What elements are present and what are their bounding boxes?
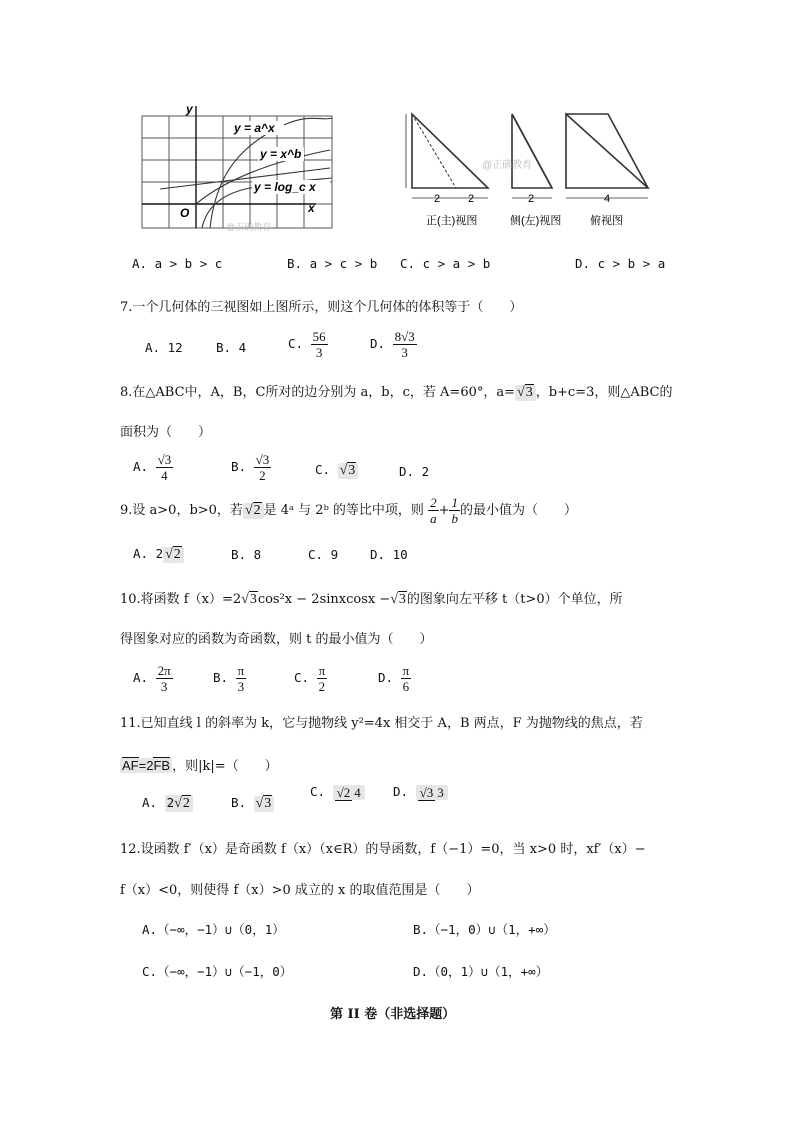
q9-post: 的最小值为（ ） <box>459 503 577 518</box>
q9-frac-2 <box>449 495 460 526</box>
q8-b-den: 2 <box>259 468 266 483</box>
q11-c-fraction <box>333 785 365 800</box>
q10-sqrt-1: √3 <box>241 592 257 607</box>
q10-option-d[interactable] <box>378 663 411 694</box>
q7-text: 7.一个几何体的三视图如上图所示，则这个几何体的体积等于（ ） <box>120 300 523 315</box>
q10-c-den: 2 <box>318 679 326 694</box>
q10-option-c[interactable] <box>294 663 327 694</box>
q11-a-coef: 2 <box>166 795 175 810</box>
q8-option-b[interactable] <box>231 452 271 483</box>
q7-option-c[interactable] <box>288 329 328 360</box>
label-top-view: 俯视图 <box>590 215 623 227</box>
q10-option-b[interactable] <box>213 663 246 694</box>
q10-line1-b: cos²x − 2sinxcosx − <box>257 592 391 607</box>
q11-c-den: 4 <box>354 785 361 800</box>
q11-b-rad: 3 <box>264 796 272 811</box>
q11-b-label: B. <box>231 795 247 810</box>
q7-option-d[interactable] <box>370 329 417 360</box>
q11-eq: =2 <box>138 758 154 773</box>
dim-top: 4 <box>604 193 611 205</box>
q8-rad: 3 <box>525 385 533 400</box>
q7-c-den: 3 <box>315 345 323 360</box>
q7-c-num: 56 <box>312 329 326 344</box>
q10-line2: 得图象对应的函数为奇函数，则 t 的最小值为（ ） <box>120 632 433 647</box>
q11-option-b[interactable] <box>231 795 274 812</box>
q11-line2 <box>120 755 278 774</box>
q9-option-b[interactable]: B. 8 <box>231 547 262 562</box>
q10-line1 <box>120 588 623 608</box>
q9-f1-den: a <box>430 511 437 526</box>
q11-a-sqrt: √2 <box>174 796 190 811</box>
watermark-right: @正确教育 <box>482 160 533 171</box>
q9-rad: 2 <box>253 503 261 518</box>
q8-a-label: A. <box>133 459 149 474</box>
section-title: 第 II 卷（非选择题） <box>330 1007 456 1022</box>
label-side-view: 侧(左)视图 <box>510 215 562 227</box>
q11-vector-equation <box>120 758 172 773</box>
q11-option-d[interactable] <box>393 784 448 800</box>
q8-a-fraction <box>156 452 174 483</box>
q7-d-num: 8√3 <box>394 329 415 344</box>
q11-option-c[interactable] <box>310 784 365 800</box>
dim-front-left: 2 <box>434 193 441 205</box>
curve-label-exp: y = a^x <box>234 121 275 135</box>
q9-pre: 9.设 a>0，b>0，若 <box>120 503 243 518</box>
curve-label-power: y = x^b <box>260 147 302 161</box>
q10-line1-a: 10.将函数 f（x）=2 <box>120 592 242 607</box>
q9-frac-1 <box>428 495 439 526</box>
q11-d-num: √3 <box>419 785 434 800</box>
origin-label: O <box>180 206 190 220</box>
q10-d-fraction <box>401 663 412 694</box>
q10-a-label: A. <box>133 670 149 685</box>
axis-x-label: x <box>308 201 315 215</box>
q11-c-num: √2 <box>336 785 351 800</box>
dim-side: 2 <box>528 193 535 205</box>
q11-d-label: D. <box>393 784 409 799</box>
q11-vec-af: AF <box>122 758 139 773</box>
q9-f2-den: b <box>451 511 458 526</box>
q10-d-num: π <box>402 663 410 678</box>
q8-line1-post: ，b+c=3，则△ABC的 <box>535 385 673 400</box>
q8-sqrt-a: √3 <box>515 385 536 401</box>
q10-rad-1: 3 <box>249 592 257 607</box>
q8-b-fraction <box>254 452 272 483</box>
q10-option-a[interactable] <box>133 663 173 694</box>
q11-a-label: A. <box>142 795 158 810</box>
q9-plus: + <box>438 503 450 518</box>
q9-a-label: A. 2 <box>133 546 164 561</box>
q9-text <box>120 495 577 526</box>
q8-a-num: √3 <box>157 452 172 467</box>
q10-c-fraction <box>317 663 328 694</box>
q9-option-a[interactable] <box>133 546 184 563</box>
q12-option-c[interactable]: C.（−∞，−1）∪（−1，0） <box>142 964 293 979</box>
q10-c-label: C. <box>294 670 310 685</box>
q11-vec-fb: FB <box>153 758 171 773</box>
q11-d-fraction <box>416 785 448 800</box>
q10-c-num: π <box>318 663 326 678</box>
q7-c-label: C. <box>288 336 304 351</box>
q8-c-rad: 3 <box>348 463 356 478</box>
q9-option-d[interactable]: D. 10 <box>370 547 408 562</box>
q7-d-den: 3 <box>401 345 408 360</box>
q8-option-a[interactable] <box>133 452 173 483</box>
function-graph-figure <box>140 104 340 234</box>
q10-b-fraction <box>236 663 247 694</box>
q10-rad-2: 3 <box>398 592 406 607</box>
curve-label-log: y = log_c x <box>254 180 316 194</box>
q12-line1: 12.设函数 f′（x）是奇函数 f（x）（x∈R）的导函数，f（−1）=0，当 x>0 时，xf′（x）− <box>120 842 646 857</box>
q12-option-b[interactable]: B.（−1，0）∪（1，+∞） <box>413 922 556 937</box>
q10-line1-c: 的图象向左平移 t（t>0）个单位，所 <box>406 592 623 607</box>
q8-c-sqrt: √3 <box>338 463 359 479</box>
q10-b-label: B. <box>213 670 229 685</box>
q8-b-label: B. <box>231 459 247 474</box>
q12-option-a[interactable]: A.（−∞，−1）∪（0，1） <box>142 922 285 937</box>
q6-option-c[interactable]: C. c > a > b <box>400 256 491 271</box>
q9-sqrt: √2 <box>243 503 264 519</box>
q9-option-c[interactable]: C. 9 <box>308 547 339 562</box>
q8-line2: 面积为（ ） <box>120 425 212 440</box>
q11-line1: 11.已知直线 l 的斜率为 k，它与抛物线 y²=4x 相交于 A，B 两点，F 为抛物线的焦点，若 <box>120 716 643 731</box>
q11-d-den: 3 <box>437 785 444 800</box>
watermark-left: @正确教育 <box>226 222 272 232</box>
q7-d-fraction <box>393 329 417 360</box>
q10-a-fraction <box>156 663 173 694</box>
q11-c-label: C. <box>310 784 326 799</box>
q9-f2-num: 1 <box>451 495 458 510</box>
q8-option-c[interactable] <box>315 462 358 479</box>
q8-option-d[interactable]: D. 2 <box>399 464 430 479</box>
q9-a-sqrt: √2 <box>163 547 184 563</box>
q8-b-num: √3 <box>255 452 270 467</box>
q8-line1 <box>120 381 673 401</box>
q7-c-fraction <box>311 329 328 360</box>
q6-option-d[interactable]: D. c > b > a <box>575 256 666 271</box>
q11-a-rad: 2 <box>182 796 190 811</box>
label-front-view: 正(主)视图 <box>426 215 478 227</box>
three-views-figure <box>400 108 656 232</box>
q9-mid: 是 4ᵃ 与 2ᵇ 的等比中项，则 <box>263 503 424 518</box>
q9-f1-num: 2 <box>430 495 437 510</box>
q8-a-den: 4 <box>161 468 168 483</box>
q8-c-label: C. <box>315 462 331 477</box>
q10-a-num: 2π <box>157 663 171 678</box>
q10-a-den: 3 <box>160 679 168 694</box>
q12-line2: f（x）<0，则使得 f（x）>0 成立的 x 的取值范围是（ ） <box>120 883 480 898</box>
q7-option-a[interactable]: A. 12 <box>145 340 183 355</box>
q7-d-label: D. <box>370 336 386 351</box>
q10-sqrt-2: √3 <box>390 592 406 607</box>
axis-y-label: y <box>186 104 193 116</box>
q11-option-a[interactable] <box>142 795 193 812</box>
q11-a-value <box>165 795 193 812</box>
q11-line2-post: ，则|k|=（ ） <box>172 759 278 774</box>
q8-line1-pre: 8.在△ABC中，A，B，C所对的边分别为 a，b，c，若 A=60°，a= <box>120 385 516 400</box>
dim-front-right: 2 <box>468 193 475 205</box>
q6-option-b[interactable]: B. a > c > b <box>287 256 378 271</box>
q10-b-den: 3 <box>237 679 245 694</box>
q10-d-den: 6 <box>402 679 410 694</box>
q9-a-rad: 2 <box>173 547 181 562</box>
q11-b-sqrt: √3 <box>254 796 275 812</box>
q6-option-a[interactable]: A. a > b > c <box>132 256 223 271</box>
q7-option-b[interactable]: B. 4 <box>216 340 247 355</box>
q10-d-label: D. <box>378 670 394 685</box>
q12-option-d[interactable]: D.（0，1）∪（1，+∞） <box>413 964 549 979</box>
q10-b-num: π <box>237 663 245 678</box>
